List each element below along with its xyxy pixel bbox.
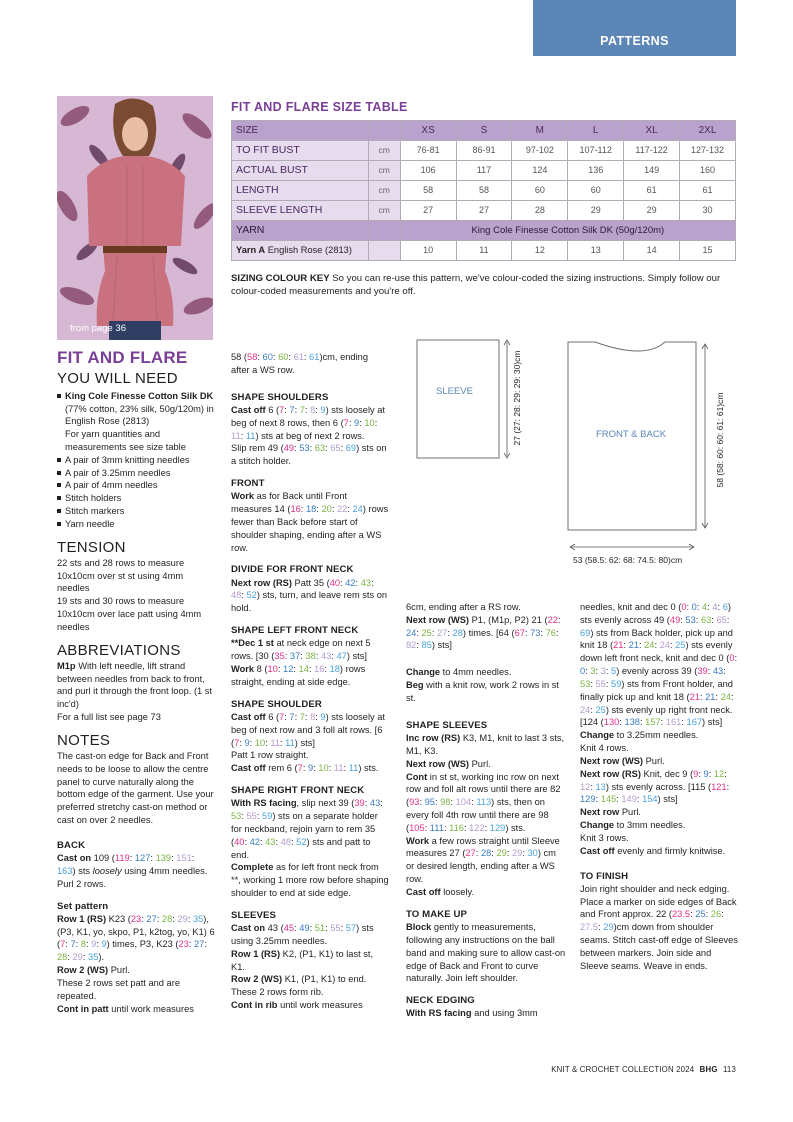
pattern-title: FIT AND FLARE [57, 348, 188, 367]
notes-text: The cast-on edge for Back and Front needs to be loose to allow the centre panel to curve naturally along the bottom edge of the garment. Use your preferred stretchy cast-on method or cast on over 2 needles. [57, 750, 214, 826]
sleeve-length-dim: 27 (27: 28: 29: 29: 30)cm [512, 350, 523, 446]
column-3 [406, 601, 566, 1020]
sleeves-cont-text: 6cm, ending after a RS row. Next row (WS) P1, (M1p, P2) 21 (22: 24: 25: 27: 28) times. [64 (67: 73: 76: 82: 85) sts] [406, 602, 561, 651]
abbreviations-heading: ABBREVIATIONS [57, 641, 181, 659]
neck-edging-heading: NECK EDGING [406, 995, 475, 1007]
body-label: FRONT & BACK [596, 429, 667, 440]
front-text: Work as for Back until Front measures 14 (16: 18: 20: 22: 24) rows fewer than Back before start of shoulder shaping, ending after a WS row. [231, 491, 389, 553]
column-2 [231, 351, 389, 1012]
model-photo [57, 96, 213, 340]
size-table [231, 120, 736, 261]
section-label: PATTERNS [600, 34, 669, 48]
to-make-up-heading: TO MAKE UP [406, 908, 468, 920]
yarn-a-row: Yarn A English Rose (2813) 10 11 12 13 14 15 [232, 241, 736, 261]
set-pattern-text: Row 1 (RS) K23 (23: 27: 28: 29: 35), (P3, K1, yo, skpo, P1, k2tog, yo, K1) 6 (7: 7: 8: 9: 9) times, P3, K23 (23: 27: 28: 29: 35). Row 2 (WS) Purl. These 2 rows set patt and are repeated. Cont in patt until work measures [57, 913, 215, 1014]
to-finish-text: Join right shoulder and neck edging. Place a marker on side edges of Back and Front approx. 22 (23.5: 25: 26: 27.5: 29)cm down from shoulder seams. Stitch cast-off edge of Sleeves between markers. Join side and Sleeve seams. Weave in ends. [580, 883, 738, 971]
shape-shoulders-text: Cast off 6 (7: 7: 7: 8: 9) sts loosely at beg of next 8 rows, then 6 (7: 9: 10: 11: 11) sts at beg of next 2 rows. Slip rem 49 (49: 53: 63: 65: 69) sts on a stitch holder. [231, 404, 387, 467]
materials-list [57, 390, 215, 531]
size-xl: XL [624, 121, 680, 141]
size-2xl: 2XL [680, 121, 736, 141]
page-number: 113 [722, 1065, 736, 1074]
photo-caption: from page 36 [70, 323, 126, 334]
back-cont-text: 58 (58: 60: 60: 61: 61)cm, ending after a WS row. [231, 352, 369, 375]
shape-right-front-neck-text: With RS facing, slip next 39 (39: 43: 53: 55: 59) sts on a separate holder for neckband, rejoin yarn to rem 35 (40: 42: 43: 48: 52) sts and patt to end. Complete as for left front neck from **, working 1 more row before shaping shoulder to end at side edge. [231, 798, 389, 899]
list-item: Stitch markers [57, 505, 215, 518]
table-row: LENGTH cm 58 58 60 60 61 61 [232, 181, 736, 201]
shape-left-front-neck-heading: SHAPE LEFT FRONT NECK [231, 625, 359, 637]
to-make-up-text: Block gently to measurements, following any instructions on the ball band and making sure to allow cast-on edge of Back and Front to curve naturally. Join left shoulder. [406, 922, 566, 984]
divide-front-neck-heading: DIVIDE FOR FRONT NECK [231, 564, 354, 576]
change-needles-text: Change to 4mm needles. Beg with a knit row, work 2 rows in st st. [406, 667, 559, 703]
shape-sleeves-text: Inc row (RS) K3, M1, knit to last 3 sts, M1, K3. Next row (WS) Purl. Cont in st st, working inc row on next row and foll alt rows until there are 82 (93: 95: 98: 104: 113) sts, then on every foll 4th row until there are 98 (105: 111: 116: 122: 129) sts. Work a few rows straight until Sleeve measures 27 (27: 28: 29: 29: 30) cm or desired length, ending after a WS row. Cast off loosely. [406, 733, 565, 897]
yarn-row: YARN King Cole Finesse Cotton Silk DK (50g/120m) [232, 221, 736, 241]
list-item: A pair of 3.25mm needles [57, 467, 215, 480]
neck-edging-text: With RS facing and using 3mm [406, 1008, 538, 1019]
divide-front-neck-text: Next row (RS) Patt 35 (40: 42: 43: 48: 52) sts, turn, and leave rem sts on hold. [231, 577, 388, 614]
width-dim: 53 (58.5: 62: 68: 74.5: 80)cm [573, 555, 683, 565]
tension-text-2: 19 sts and 30 rows to measure 10x10cm over lace patt using 4mm needles [57, 596, 202, 632]
size-l: L [568, 121, 624, 141]
list-item: King Cole Finesse Cotton Silk DK (77% cotton, 23% silk, 50g/120m) in English Rose (2813) For yarn quantities and measurements see size table [57, 390, 215, 454]
list-item: A pair of 3mm knitting needles [57, 454, 215, 467]
footer-text: KNIT & CROCHET COLLECTION 2024 [551, 1065, 695, 1074]
table-row: SLEEVE LENGTH cm 27 27 28 29 29 30 [232, 201, 736, 221]
notes-heading: NOTES [57, 731, 111, 749]
size-m: M [512, 121, 568, 141]
list-item: Yarn needle [57, 518, 215, 531]
shape-shoulder-text: Cast off 6 (7: 7: 7: 8: 9) sts loosely at beg of next row and 3 foll alt rows. [6 (7: 9: 10: 11: 11) sts] Patt 1 row straight. Cast off rem 6 (7: 9: 10: 11: 11) sts. [231, 711, 386, 774]
abbreviation-more: For a full list see page 73 [57, 712, 161, 723]
sleeves-heading: SLEEVES [231, 909, 276, 921]
list-item: A pair of 4mm needles [57, 479, 215, 492]
back-heading: BACK [57, 839, 86, 851]
shape-sleeves-heading: SHAPE SLEEVES [406, 719, 488, 731]
table-row: ACTUAL BUST cm 106 117 124 136 149 160 [232, 161, 736, 181]
sleeve-outline [417, 340, 499, 458]
shape-right-front-neck-heading: SHAPE RIGHT FRONT NECK [231, 785, 365, 797]
you-will-need-heading: YOU WILL NEED [57, 369, 178, 387]
set-pattern-heading: Set pattern [57, 900, 109, 912]
body-length-dim: 58 (58: 60: 60: 61: 61)cm [715, 392, 726, 488]
sleeves-text: Cast on 43 (45: 49: 51: 55: 57) sts using 3.25mm needles. Row 1 (RS) K2, (P1, K1) to last st, K1. Row 2 (WS) K1, (P1, K1) to end. These 2 rows form rib. Cont in rib until work measures [231, 923, 374, 1011]
footer-brand: BHG [699, 1065, 718, 1074]
schematic-diagram [405, 336, 735, 568]
page-footer [520, 1065, 736, 1076]
list-item: Stitch holders [57, 492, 215, 505]
column-4 [580, 601, 738, 973]
table-row: TO FIT BUST cm 76-81 86-91 97-102 107-112 117-122 127-132 [232, 141, 736, 161]
size-s: S [456, 121, 512, 141]
back-text: Cast on 109 (119: 127: 139: 151: 163) sts loosely using 4mm needles. Purl 2 rows. [57, 853, 208, 889]
size-row [232, 121, 736, 141]
size-table-title: FIT AND FLARE SIZE TABLE [231, 100, 408, 114]
size-label: SIZE [232, 121, 369, 141]
sleeve-label: SLEEVE [436, 386, 473, 397]
shape-shoulders-heading: SHAPE SHOULDERS [231, 391, 329, 403]
abbreviation-m1p: M1p With left needle, lift strand between needles from back to front, and purl it through the front loop. (1 st inc'd) [57, 660, 213, 710]
to-finish-heading: TO FINISH [580, 870, 629, 882]
shape-shoulder-heading: SHAPE SHOULDER [231, 698, 322, 710]
column-1 [57, 349, 215, 1015]
tension-heading: TENSION [57, 538, 126, 556]
neck-edging-cont-text: needles, knit and dec 0 (0: 0: 4: 4: 6) sts evenly across 49 (49: 53: 63: 65: 69) sts from Back holder, pick up and knit 18 (21: 21: 24: 24: 25) sts evenly down left front neck, knit and dec 0 (0: 0: 3: 3: 5) evenly across 39 (39: 43: 53: 55: 59) sts from Front holder, and finally pick up and knit 18 (21: 21: 24: 24: 25) sts evenly up right front neck. [124 (130: 138: 157: 161: 167) sts] Change to 3.25mm needles. Knit 4 rows. Next row (WS) Purl. Next row (RS) Knit, dec 9 (9: 9: 12: 12: 13) sts evenly across. [115 (121: 129: 145: 149: 154) sts] Next row Purl. Change to 3mm needles. Knit 3 rows. Cast off evenly and firmly knitwise. [580, 602, 738, 856]
size-xs: XS [400, 121, 456, 141]
front-heading: FRONT [231, 478, 265, 490]
tension-text-1: 22 sts and 28 rows to measure 10x10cm over st st using 4mm needles [57, 557, 185, 594]
shape-left-front-neck-text: **Dec 1 st at neck edge on next 5 rows. [30 (35: 37: 38: 43: 47) sts] Work 8 (10: 12: 14: 16: 18) rows straight, ending at side edge. [231, 638, 371, 687]
sizing-colour-key: SIZING COLOUR KEY So you can re-use this pattern, we've colour-coded the sizing instructions. Simply follow our colour-coded measurements and you're off. [231, 273, 721, 298]
